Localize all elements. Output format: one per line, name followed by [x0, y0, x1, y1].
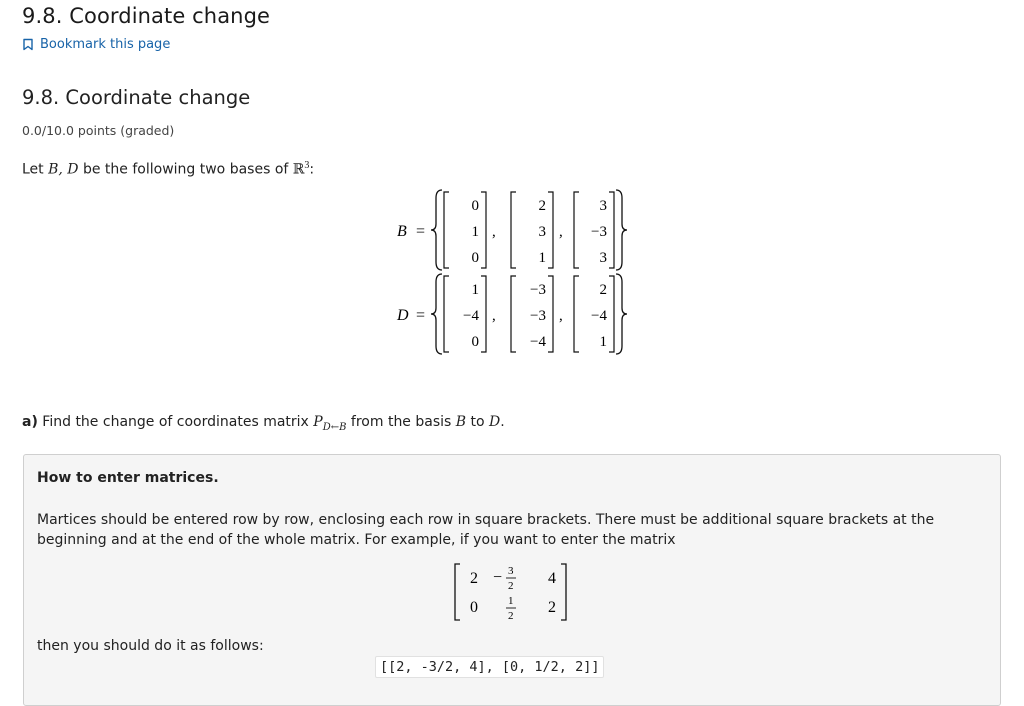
vector-bracket-left: [574, 276, 579, 352]
vector-entry: −3: [591, 224, 607, 240]
vector-bracket-left: [511, 276, 516, 352]
problem-intro: Let B, D be the following two bases of ℝ$^3$:: [22, 160, 315, 178]
example-minus: −: [493, 569, 503, 586]
real-space-symbol: ℝ: [292, 162, 305, 178]
example-matrix: [430, 558, 590, 626]
matrix-subscript: D←B: [322, 421, 347, 433]
vector-bracket-left: [444, 192, 449, 268]
right-brace: [616, 274, 627, 354]
points-status: 0.0/10.0 points (graded): [22, 123, 175, 138]
matrix-symbol: P: [313, 414, 323, 430]
vector-entry: 2: [599, 282, 607, 298]
vector-entry: 1: [599, 334, 607, 350]
basis-D-set: [396, 274, 627, 354]
vector-entry: −3: [530, 308, 546, 324]
vector-separator: ,: [559, 224, 563, 240]
basis-D-vector-2: [511, 276, 553, 352]
vector-bracket-left: [574, 192, 579, 268]
problem-title: 9.8. Coordinate change: [22, 86, 251, 109]
vector-bracket-right: [548, 276, 553, 352]
example-r2c3: 2: [548, 599, 556, 616]
example-r1c2-den: 2: [508, 580, 514, 592]
help-heading: How to enter matrices.: [37, 470, 219, 486]
vector-entry: −4: [463, 308, 479, 324]
vector-bracket-right: [609, 276, 614, 352]
equals-sign: =: [416, 223, 426, 240]
vector-bracket-right: [481, 192, 486, 268]
vector-entry: 1: [471, 282, 479, 298]
basis-D-vector-1: [444, 276, 486, 352]
example-r1c2-num: 3: [508, 565, 514, 577]
basis-names: B, D: [48, 161, 79, 178]
basis-B-set: [397, 190, 627, 270]
vector-separator: ,: [559, 308, 563, 324]
vector-entry: 2: [538, 198, 546, 214]
vector-entry: 0: [471, 250, 479, 266]
basis-B-label: B: [397, 223, 407, 240]
left-brace: [431, 190, 442, 270]
vector-separator: ,: [492, 224, 496, 240]
vector-entry: 1: [538, 250, 546, 266]
basis-D-vector-3: [574, 276, 614, 352]
example-r1c3: 4: [548, 570, 556, 587]
basis-D-label: D: [397, 307, 409, 324]
vector-entry: 3: [538, 224, 546, 240]
left-brace: [431, 274, 442, 354]
vector-entry: 3: [599, 198, 607, 214]
equals-sign: =: [416, 307, 426, 324]
vector-entry: 1: [471, 224, 479, 240]
code-example: [[2, -3/2, 4], [0, 1/2, 2]]: [375, 656, 604, 678]
example-r2c1: 0: [470, 599, 478, 616]
help-then-text: then you should do it as follows:: [37, 638, 264, 654]
vector-entry: −4: [591, 308, 607, 324]
vector-bracket-right: [481, 276, 486, 352]
vector-entry: 0: [471, 198, 479, 214]
basis-B-vector-1: [444, 192, 486, 268]
vector-entry: 3: [599, 250, 607, 266]
example-r1c1: 2: [470, 570, 478, 587]
vector-bracket-left: [511, 192, 516, 268]
help-text: Martices should be entered row by row, enclosing each row in square brackets. There must be additional square brackets at the beginning and at the end of the whole matrix. For example, if you want to enter the matrix: [37, 512, 935, 548]
vector-bracket-right: [609, 192, 614, 268]
example-r2c2-num: 1: [508, 595, 514, 607]
example-r2c2-den: 2: [508, 610, 514, 622]
page-title: 9.8. Coordinate change: [22, 4, 271, 28]
vector-separator: ,: [492, 308, 496, 324]
vector-bracket-right: [548, 192, 553, 268]
vector-entry: −4: [530, 334, 546, 350]
vector-bracket-left: [444, 276, 449, 352]
vector-entry: −3: [530, 282, 546, 298]
basis-B-vector-3: [574, 192, 614, 268]
right-brace: [616, 190, 627, 270]
bookmark-label: Bookmark this page: [40, 37, 171, 52]
vector-entry: 0: [471, 334, 479, 350]
part-a-question: a) Find the change of coordinates matrix $P_{D\leftarrow B}$ from the basis B to D.: [22, 414, 505, 433]
part-a-label: a): [22, 414, 38, 430]
basis-B-vector-2: [511, 192, 553, 268]
